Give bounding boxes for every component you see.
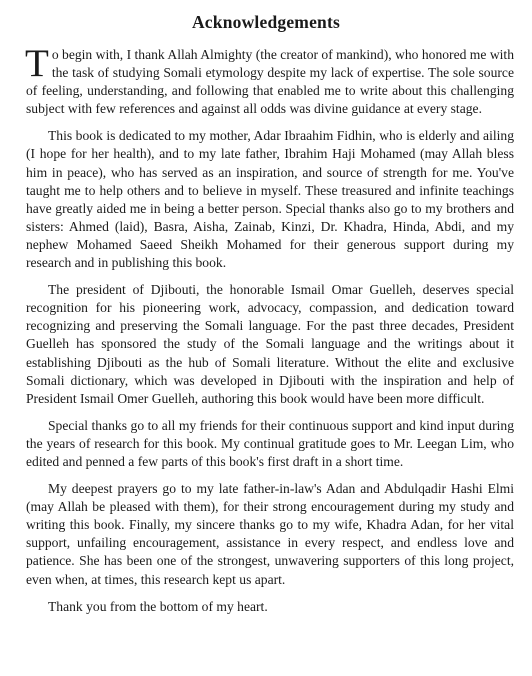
paragraph-president: The president of Djibouti, the honorable Ismail Omar Guelleh, deserves special recognition for his pioneering work, advocacy, compassion, and dedication toward recognizing and preserving the Somali language. For the past three decades, President Guelleh has sponsored the study of the Somali language and the writings about it establishing Djibouti as the hub of Somali literature. Without the elite and exclusive Somali dictionary, which was developed in Djibouti with the inspiration and help of President Ismail Omer Guelleh, authoring this book would have been more difficult. [26,282,514,406]
document-body [25,42,514,625]
drop-cap: T [25,42,49,85]
paragraph-family: My deepest prayers go to my late father-in-law's Adan and Abdulqadir Hashi Elmi (may Allah be pleased with them), for their strong encouragement during my study and writing this book. Finally, my sincere thanks go to my wife, Khadra Adan, for her vital support, unfailing encouragement, assistance in every respect, and endless love and patience. She has been one of the strongest, unwavering supporters of this long project, even when, at times, this research kept us apart. [26,481,514,587]
paragraph-closing: Thank you from the bottom of my heart. [48,598,268,614]
page-title: Acknowledgements [191,12,341,32]
paragraph-friends: Special thanks go to all my friends for their continuous support and kind input during the years of research for this book. My continual gratitude goes to Mr. Leegan Lim, who edited and penned a few parts of this book's first draft in a short time. [26,417,514,469]
paragraph-dedication: This book is dedicated to my mother, Adar Ibraahim Fidhin, who is elderly and ailing (I hope for her health), and to my late father, Ibrahim Haji Mohamed (may Allah bless him in peace), who has served as an inspiration, and source of strength for me. You've taught me to help others and to believe in myself. These treasured and infinite teachings have greatly aided me in being a better person. Special thanks also go to my brothers and sisters: Ahmed (laid), Basra, Aisha, Zainab, Kinzi, Dr. Khadra, Hinda, Abdi, and my nephew Mohamed Saeed Sheikh Mohamed for their generous support during my research and in publishing this book. [26,128,514,271]
paragraph-opening [25,42,514,118]
paragraph-text: o begin with, I thank Allah Almighty (the creator of mankind), who honored me with the task of studying Somali etymology despite my lack of expertise. The sole source of feeling, understanding, and following that enabled me to write about this challenging subject with few references and against all odds was divine guidance at every stage. [26,47,514,117]
